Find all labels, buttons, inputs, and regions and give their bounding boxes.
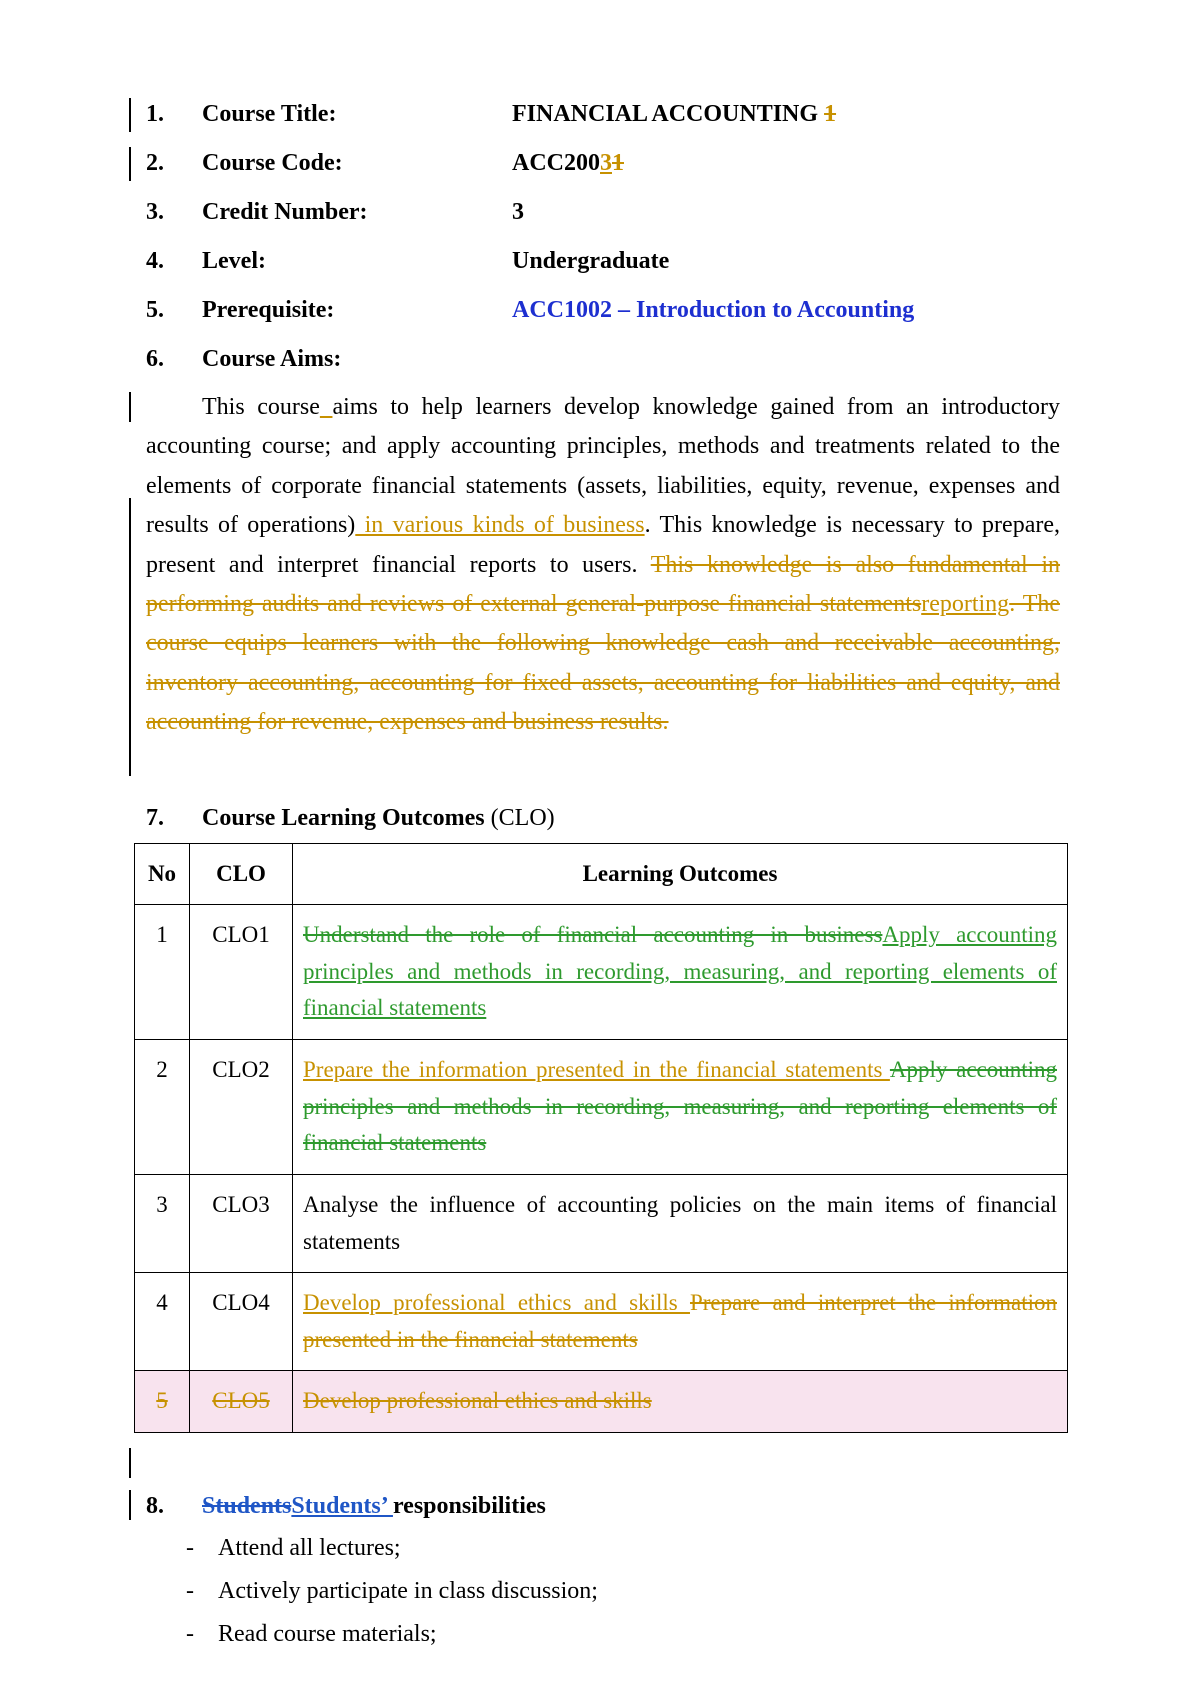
row-clo: CLO3 (190, 1175, 293, 1273)
field-label: Prerequisite: (202, 297, 335, 323)
row-outcome (293, 1273, 1068, 1371)
clo-table (134, 843, 1068, 1433)
row-outcome (293, 1040, 1068, 1175)
tracked-insertion (320, 394, 333, 420)
row-number: 5 (135, 1371, 190, 1433)
change-bar (129, 1490, 131, 1520)
row-number: 4 (135, 1273, 190, 1371)
table-row-deleted (135, 1371, 1068, 1433)
row-number: 1 (135, 905, 190, 1040)
tracked-insertion: reporting (921, 591, 1010, 618)
section-title: Course Learning Outcomes (CLO) (202, 805, 555, 831)
table-row (135, 1175, 1068, 1273)
tracked-deletion: This knowledge is also fundamental in performing audits and reviews of external general-purpose (146, 551, 1061, 618)
tracked-insertion: Prepare the information presented in the financial statements (303, 1057, 890, 1082)
table-row (135, 905, 1068, 1040)
row-clo: CLO4 (190, 1273, 293, 1371)
change-bar (129, 1448, 131, 1478)
change-bar (129, 98, 131, 132)
field-value: Undergraduate (512, 248, 670, 274)
row-clo: CLO1 (190, 905, 293, 1040)
tracked-deletion: Students (202, 1493, 292, 1519)
field-number: 1. (146, 101, 164, 127)
tracked-insertion: 3 (600, 150, 612, 176)
field-number: 4. (146, 248, 164, 274)
field-number: 5. (146, 297, 164, 323)
row-number: 2 (135, 1040, 190, 1175)
tracked-deletion: 1 (824, 101, 837, 127)
row-clo: CLO2 (190, 1040, 293, 1175)
field-number: 6. (146, 346, 164, 372)
row-outcome (293, 905, 1068, 1040)
tracked-deletion: Apply accounting principles and methods in recording, measuring, and reporting elements of financial statements (303, 1057, 1058, 1155)
row-outcome (293, 1371, 1068, 1433)
header-clo: CLO (190, 844, 293, 905)
section-title: StudentsStudents’ responsibilities (202, 1493, 546, 1519)
change-bar (129, 392, 131, 422)
row-number: 3 (135, 1175, 190, 1273)
field-value: 3 (512, 199, 524, 225)
prerequisite-link[interactable]: ACC1002 – Introduction to Accounting (512, 297, 915, 323)
table-row (135, 1273, 1068, 1371)
tracked-deletion: Prepare and interpret the information presented in the financial statements (303, 1290, 1057, 1352)
section-number: 8. (146, 1493, 164, 1519)
tracked-deletion: financial statements (728, 591, 922, 618)
field-label: Course Aims: (202, 346, 342, 372)
field-value: ACC20031 (512, 150, 624, 176)
header-learning-outcomes: Learning Outcomes (293, 844, 1068, 905)
table-header-row (135, 844, 1068, 905)
tracked-deletion: Understand the role of financial accounting in business (303, 922, 883, 947)
responsibilities-list (186, 1527, 598, 1656)
tracked-deletion: Develop professional ethics and skills (303, 1388, 652, 1413)
list-item: - Read course materials; (186, 1621, 437, 1647)
table-row (135, 1040, 1068, 1175)
change-bar (129, 147, 131, 181)
tracked-insertion: Students’ (291, 1493, 393, 1519)
field-number: 2. (146, 150, 164, 176)
tracked-insertion: in various kinds of business (355, 512, 645, 539)
list-item: - Actively participate in class discussion; (186, 1578, 598, 1604)
header-no: No (135, 844, 190, 905)
tracked-insertion: Develop professional ethics and skills (303, 1290, 690, 1315)
field-value: FINANCIAL ACCOUNTING 1 (512, 101, 837, 127)
field-label: Credit Number: (202, 199, 368, 225)
section-number: 7. (146, 805, 164, 831)
list-item: - Attend all lectures; (186, 1535, 401, 1561)
field-number: 3. (146, 199, 164, 225)
course-aims-paragraph: This course aims to help learners develop knowledge gained from an introductory accounting course; and apply accounting principles, methods and treatments related to the elements of corporate financial statements (assets, liabilities, equity, revenue, expenses and results of operations) in various kinds of business. This knowledge is necessary to prepare, present and interpret financial reports to users. This knowledge is also fundamental in performing audits and reviews of external general-purpose financial statementsreporting. The course equips learners with the following knowledge cash and receivable accounting, inventory accounting, accounting for fixed assets, accounting for liabilities and equity, and accounting for revenue, expenses and business results. (146, 394, 1061, 736)
tracked-insertion: Apply accounting principles and methods in recording, measuring, and reporting elements of financial statements (303, 922, 1057, 1020)
field-label: Course Code: (202, 150, 343, 176)
field-label: Level: (202, 248, 266, 274)
tracked-deletion: . The course equips learners with the following knowledge cash and receivable accounting, inventory accounting, accounting for fixed assets, accounting for liabilities and equity, and accounting for revenue, expenses and business results. (146, 591, 1061, 736)
tracked-deletion: 1 (612, 150, 624, 176)
field-label: Course Title: (202, 101, 337, 127)
row-clo: CLO5 (190, 1371, 293, 1433)
row-outcome: Analyse the influence of accounting policies on the main items of financial statements (293, 1175, 1068, 1273)
change-bar (129, 498, 131, 776)
